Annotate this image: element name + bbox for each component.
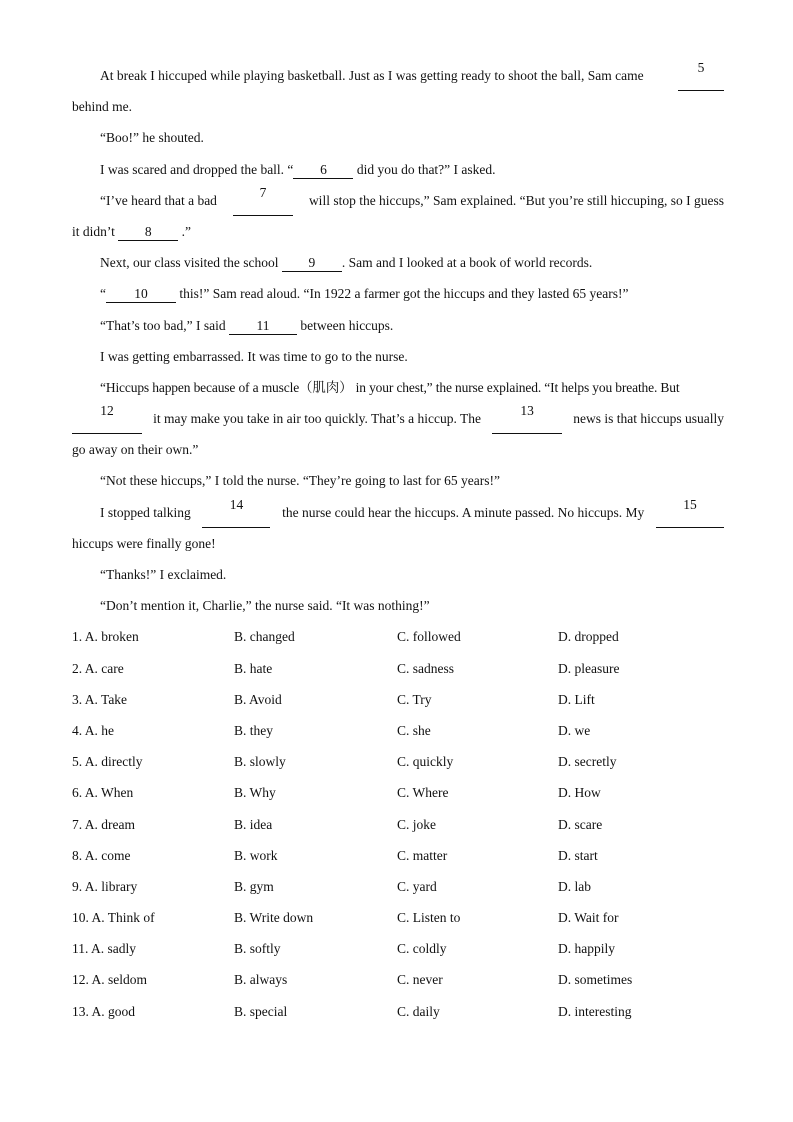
option-d: D. How [558,785,601,801]
option-a: 1. A. broken [72,629,139,645]
option-b: B. Why [234,785,276,801]
paragraph-1-line-2 [72,91,724,122]
paragraph-5 [72,247,724,278]
blank-14: 14 [202,497,270,528]
option-d: D. dropped [558,629,619,645]
option-b: B. Avoid [234,691,282,707]
question-row [72,653,724,684]
paragraph-4-line-1 [72,185,724,216]
text: hiccups were finally gone! [72,535,216,551]
option-c: C. joke [397,816,436,832]
option-c: C. she [397,722,431,738]
question-row [72,996,724,1027]
option-a: 11. A. sadly [72,941,136,957]
text: Next, our class visited the school [100,255,279,271]
paragraph-2 [72,122,724,153]
option-a: 13. A. good [72,1003,136,1019]
question-row [72,902,724,933]
blank-10: 10 [106,286,176,303]
option-b: B. they [234,722,273,738]
question-row [72,964,724,995]
option-a: 2. A. care [72,660,124,676]
option-d: D. start [558,847,598,863]
text: “I’ve heard that a bad [100,192,217,208]
option-c: C. followed [397,629,461,645]
worksheet-page [72,60,724,1027]
paragraph-9-line-3 [72,434,724,465]
paragraph-11-line-2 [72,528,724,559]
text: between hiccups. [300,317,394,333]
option-b: B. slowly [234,754,286,770]
question-row [72,621,724,652]
paragraph-9-line-2 [72,403,724,434]
paragraph-9-line-1 [72,372,724,403]
question-row [72,840,724,871]
option-d: D. lab [558,878,591,894]
option-c: C. coldly [397,941,447,957]
option-c: C. daily [397,1003,440,1019]
paragraph-6 [72,278,724,309]
text: the nurse could hear the hiccups. A minute passed. No hiccups. My [282,504,645,520]
text: news is that hiccups usually [573,411,724,427]
option-c: C. matter [397,847,448,863]
option-d: D. Wait for [558,910,619,926]
paragraph-4-line-2 [72,216,724,247]
text: “ [100,286,106,302]
option-b: B. Write down [234,910,314,926]
text: I was getting embarrassed. It was time to go to the nurse. [100,348,408,364]
option-d: D. we [558,722,591,738]
paragraph-10 [72,465,724,496]
option-a: 8. A. come [72,847,131,863]
blank-8: 8 [118,224,178,241]
text: go away on their own.” [72,442,199,458]
paragraph-11-line-1 [72,497,724,528]
option-b: B. always [234,972,288,988]
option-d: D. pleasure [558,660,620,676]
option-c: C. quickly [397,754,454,770]
option-a: 3. A. Take [72,691,128,707]
option-c: C. Try [397,691,432,707]
question-row [72,715,724,746]
paragraph-12 [72,559,724,590]
text: “Boo!” he shouted. [100,130,204,146]
text: “That’s too bad,” I said [100,317,226,333]
paragraph-13 [72,590,724,621]
option-c: C. Where [397,785,449,801]
option-b: B. special [234,1003,288,1019]
text: behind me. [72,99,132,115]
question-row [72,933,724,964]
text: “Don’t mention it, Charlie,” the nurse said. “It was nothing!” [100,598,430,614]
text: I stopped talking [100,504,191,520]
question-row [72,777,724,808]
blank-5: 5 [678,60,724,91]
option-a: 6. A. When [72,785,134,801]
option-a: 7. A. dream [72,816,135,832]
option-a: 5. A. directly [72,754,143,770]
text: .” [181,223,192,239]
blank-12: 12 [72,403,142,434]
option-c: C. never [397,972,443,988]
option-c: C. Listen to [397,910,461,926]
option-b: B. idea [234,816,273,832]
text: did you do that?” I asked. [353,161,496,177]
option-b: B. changed [234,629,295,645]
option-a: 9. A. library [72,878,138,894]
paragraph-3 [72,154,724,185]
paragraph-8 [72,341,724,372]
option-b: B. work [234,847,278,863]
text: it may make you take in air too quickly. That’s a hiccup. The [153,411,481,427]
question-row [72,809,724,840]
text: will stop the hiccups,” Sam explained. “But you’re still hiccuping, so I guess [308,192,724,208]
question-row [72,746,724,777]
option-d: D. happily [558,941,615,957]
blank-9: 9 [282,255,342,272]
question-row [72,684,724,715]
blank-11: 11 [229,318,297,335]
option-d: D. Lift [558,691,595,707]
text: . Sam and I looked at a book of world records. [341,255,593,271]
blank-15: 15 [656,497,724,528]
option-b: B. softly [234,941,281,957]
paragraph-1-line-1 [72,60,724,91]
text: At break I hiccuped while playing basketball. Just as I was getting ready to shoot the ball, Sam came [100,68,644,83]
option-d: D. secretly [558,754,617,770]
option-b: B. hate [234,660,273,676]
option-d: D. sometimes [558,972,633,988]
option-a: 4. A. he [72,722,114,738]
blank-6: 6 [293,162,353,179]
text: this!” Sam read aloud. “In 1922 a farmer got the hiccups and they lasted 65 years!” [179,286,629,302]
blank-13: 13 [492,403,562,434]
text: it didn’t [72,223,115,239]
option-a: 10. A. Think of [72,910,155,926]
option-c: C. sadness [397,660,454,676]
option-a: 12. A. seldom [72,972,148,988]
text: “Hiccups happen because of a muscle（肌肉） in your chest,” the nurse explained. “It helps you breathe. But [100,379,680,395]
text: “Thanks!” I exclaimed. [100,567,227,582]
option-b: B. gym [234,878,274,894]
text: “Not these hiccups,” I told the nurse. “They’re going to last for 65 years!” [100,473,500,489]
option-d: D. scare [558,816,603,832]
paragraph-7 [72,310,724,341]
text: I was scared and dropped the ball. “ [100,161,294,177]
option-d: D. interesting [558,1003,632,1019]
option-c: C. yard [397,878,437,894]
question-row [72,871,724,902]
blank-7: 7 [233,185,293,216]
